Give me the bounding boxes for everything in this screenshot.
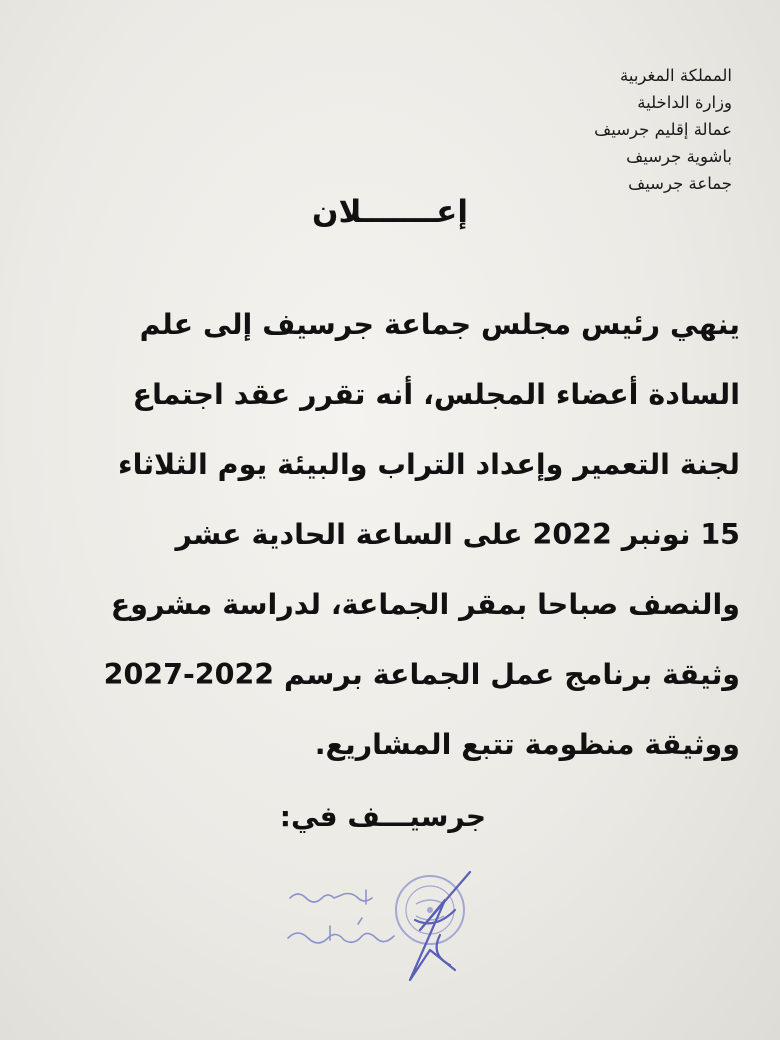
body-line: والنصف صباحا بمقر الجماعة، لدراسة مشروع (110, 588, 740, 621)
signature-block (270, 860, 500, 1000)
letterhead-line: وزارة الداخلية (637, 93, 732, 112)
body-line: ووثيقة منظومة تتبع المشاريع. (314, 728, 740, 761)
place-date-line: جرسيـــف في: (279, 800, 486, 833)
letterhead-line: المملكة المغربية (620, 66, 732, 85)
handwritten-signature-text (288, 890, 394, 943)
body-line: السادة أعضاء المجلس، أنه تقرر عقد اجتماع (132, 378, 740, 411)
announcement-title: إعـــــــلان (312, 194, 468, 230)
letterhead-line: جماعة جرسيف (628, 174, 732, 193)
letterhead-line: عمالة إقليم جرسيف (594, 120, 732, 139)
signature-stamp-graphic (270, 860, 500, 1000)
letterhead-line: باشوية جرسيف (626, 147, 732, 166)
body-line: 15 نونبر 2022 على الساعة الحادية عشر (175, 518, 740, 551)
letterhead (594, 62, 732, 197)
body-line: ينهي رئيس مجلس جماعة جرسيف إلى علم (139, 308, 740, 341)
body-line: وثيقة برنامج عمل الجماعة برسم 2022-2027 (103, 658, 740, 691)
body-line: لجنة التعمير وإعداد التراب والبيئة يوم الثلاثاء (118, 448, 740, 481)
